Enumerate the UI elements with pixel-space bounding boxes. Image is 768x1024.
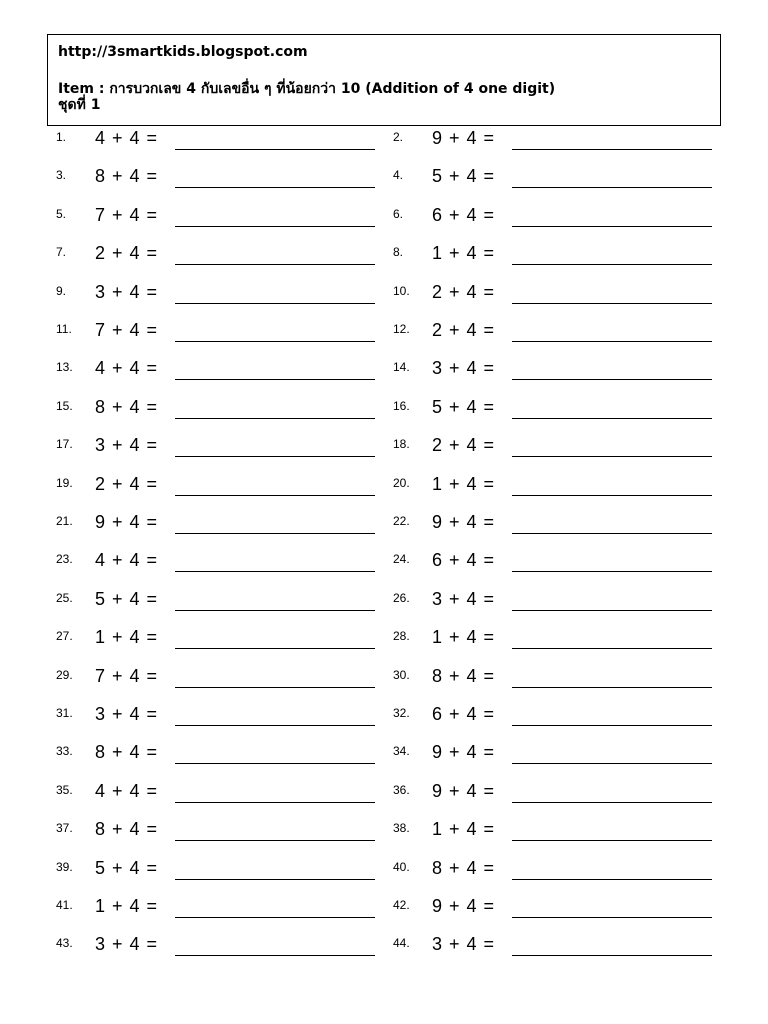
- problem-item: [56, 781, 386, 811]
- problem-number: 30.: [393, 667, 410, 682]
- problem-number: 28.: [393, 629, 410, 644]
- problem-number: 22.: [393, 514, 410, 528]
- problem-expression: 9 + 4 =: [432, 780, 495, 801]
- problem-expression: 8 + 4 =: [95, 742, 158, 763]
- problem-item: [393, 128, 723, 158]
- problem-expression: 9 + 4 =: [432, 128, 495, 148]
- answer-line[interactable]: [512, 687, 712, 688]
- answer-line[interactable]: [175, 879, 375, 880]
- answer-line[interactable]: [512, 610, 712, 611]
- problem-number: 12.: [393, 322, 410, 336]
- problem-number: 19.: [56, 475, 73, 490]
- item-title: Item : การบวกเลข 4 กับเลขอื่น ๆ ที่น้อยกว่า 10 (Addition of 4 one digit): [58, 81, 556, 97]
- problem-expression: 4 + 4 =: [95, 358, 158, 379]
- problem-expression: 6 + 4 =: [432, 204, 495, 225]
- problem-expression: 1 + 4 =: [95, 627, 158, 648]
- problem-item: [56, 858, 386, 888]
- problem-item: [56, 474, 386, 504]
- worksheet-header: [47, 34, 721, 126]
- problem-item: [56, 550, 386, 580]
- answer-line[interactable]: [512, 879, 712, 880]
- answer-line[interactable]: [512, 840, 712, 841]
- problem-number: 24.: [393, 552, 410, 567]
- problem-number: 39.: [56, 859, 73, 874]
- problem-number: 18.: [393, 437, 410, 452]
- answer-line[interactable]: [175, 840, 375, 841]
- answer-line[interactable]: [175, 264, 375, 265]
- problem-expression: 5 + 4 =: [432, 396, 495, 417]
- problem-number: 15.: [56, 398, 73, 413]
- site-url: http://3smartkids.blogspot.com: [58, 44, 308, 60]
- problem-expression: 3 + 4 =: [432, 358, 495, 379]
- problem-item: [393, 819, 723, 849]
- answer-line[interactable]: [175, 379, 375, 380]
- problem-number: 17.: [56, 437, 73, 452]
- problem-expression: 9 + 4 =: [432, 742, 495, 763]
- problem-item: [393, 282, 723, 312]
- problem-number: 9.: [56, 283, 67, 298]
- answer-line[interactable]: [175, 802, 375, 803]
- problem-number: 43.: [56, 936, 73, 951]
- problem-number: 1.: [56, 130, 67, 144]
- problem-number: 23.: [56, 552, 73, 567]
- answer-line[interactable]: [175, 341, 375, 342]
- problem-item: [393, 589, 723, 619]
- answer-line[interactable]: [512, 495, 712, 496]
- problem-number: 40.: [393, 859, 410, 874]
- problem-item: [56, 397, 386, 427]
- problem-item: [393, 858, 723, 888]
- answer-line[interactable]: [175, 955, 375, 956]
- answer-line[interactable]: [512, 379, 712, 380]
- answer-line[interactable]: [175, 648, 375, 649]
- answer-line[interactable]: [512, 533, 712, 534]
- problem-number: 4.: [393, 168, 404, 183]
- problem-item: [393, 704, 723, 734]
- answer-line[interactable]: [512, 226, 712, 227]
- answer-line[interactable]: [512, 418, 712, 419]
- problem-expression: 7 + 4 =: [95, 204, 158, 225]
- answer-line[interactable]: [175, 418, 375, 419]
- problem-item: [393, 742, 723, 772]
- problem-expression: 6 + 4 =: [432, 550, 495, 571]
- problem-item: [56, 819, 386, 849]
- problem-expression: 4 + 4 =: [95, 780, 158, 801]
- problem-number: 44.: [393, 936, 410, 951]
- answer-line[interactable]: [175, 456, 375, 457]
- answer-line[interactable]: [512, 149, 712, 150]
- problem-expression: 1 + 4 =: [95, 896, 158, 916]
- problem-expression: 4 + 4 =: [95, 128, 158, 148]
- answer-line[interactable]: [175, 149, 375, 150]
- answer-line[interactable]: [175, 533, 375, 534]
- problem-expression: 1 + 4 =: [432, 243, 495, 264]
- problem-number: 14.: [393, 360, 410, 375]
- problem-number: 16.: [393, 398, 410, 413]
- problem-number: 38.: [393, 821, 410, 836]
- answer-line[interactable]: [512, 955, 712, 956]
- problem-number: 10.: [393, 283, 410, 298]
- problem-item: [56, 320, 386, 350]
- problem-number: 21.: [56, 514, 73, 528]
- problem-expression: 8 + 4 =: [432, 665, 495, 686]
- problem-number: 7.: [56, 245, 67, 260]
- problem-item: [56, 666, 386, 696]
- problem-expression: 3 + 4 =: [95, 281, 158, 302]
- problem-item: [56, 627, 386, 657]
- problem-item: [56, 512, 386, 542]
- problem-item: [56, 243, 386, 273]
- problem-number: 20.: [393, 475, 410, 490]
- problem-item: [393, 166, 723, 196]
- problem-number: 6.: [393, 206, 404, 221]
- problem-item: [56, 166, 386, 196]
- problem-item: [393, 320, 723, 350]
- problem-item: [393, 205, 723, 235]
- problem-item: [56, 896, 386, 926]
- problem-number: 27.: [56, 629, 73, 644]
- problem-expression: 9 + 4 =: [432, 512, 495, 532]
- problem-expression: 6 + 4 =: [432, 704, 495, 724]
- problem-item: [56, 358, 386, 388]
- problem-item: [393, 934, 723, 964]
- answer-line[interactable]: [175, 610, 375, 611]
- answer-line[interactable]: [512, 456, 712, 457]
- problem-expression: 3 + 4 =: [95, 435, 158, 456]
- problem-expression: 1 + 4 =: [432, 819, 495, 840]
- problem-expression: 8 + 4 =: [432, 857, 495, 878]
- problem-number: 5.: [56, 206, 67, 221]
- problem-expression: 1 + 4 =: [432, 627, 495, 648]
- problem-item: [56, 704, 386, 734]
- answer-line[interactable]: [512, 571, 712, 572]
- problem-item: [56, 589, 386, 619]
- answer-line[interactable]: [512, 303, 712, 304]
- problem-expression: 2 + 4 =: [95, 473, 158, 494]
- problem-number: 31.: [56, 706, 73, 720]
- problem-expression: 7 + 4 =: [95, 665, 158, 686]
- problem-number: 33.: [56, 744, 73, 759]
- problem-number: 35.: [56, 782, 73, 797]
- problem-item: [56, 435, 386, 465]
- answer-line[interactable]: [175, 495, 375, 496]
- answer-line[interactable]: [512, 763, 712, 764]
- problem-expression: 2 + 4 =: [432, 435, 495, 456]
- problem-item: [393, 512, 723, 542]
- problem-item: [393, 474, 723, 504]
- problem-item: [56, 205, 386, 235]
- problem-item: [393, 550, 723, 580]
- problem-item: [56, 128, 386, 158]
- problem-expression: 5 + 4 =: [432, 166, 495, 187]
- answer-line[interactable]: [512, 341, 712, 342]
- problem-item: [393, 896, 723, 926]
- answer-line[interactable]: [175, 687, 375, 688]
- problem-expression: 3 + 4 =: [432, 588, 495, 609]
- answer-line[interactable]: [175, 303, 375, 304]
- problem-expression: 8 + 4 =: [95, 166, 158, 187]
- problem-item: [393, 435, 723, 465]
- answer-line[interactable]: [512, 802, 712, 803]
- problem-item: [56, 934, 386, 964]
- problem-item: [393, 781, 723, 811]
- set-label: ชุดที่ 1: [58, 97, 101, 113]
- problem-expression: 2 + 4 =: [432, 320, 495, 340]
- problem-number: 32.: [393, 706, 410, 720]
- problem-number: 3.: [56, 168, 67, 183]
- answer-line[interactable]: [512, 725, 712, 726]
- problem-expression: 3 + 4 =: [432, 934, 495, 955]
- problem-number: 11.: [56, 322, 72, 336]
- problem-item: [56, 742, 386, 772]
- problem-item: [56, 282, 386, 312]
- problem-number: 26.: [393, 590, 410, 605]
- answer-line[interactable]: [512, 187, 712, 188]
- answer-line[interactable]: [175, 571, 375, 572]
- problem-number: 42.: [393, 898, 410, 912]
- problem-item: [393, 397, 723, 427]
- problem-expression: 5 + 4 =: [95, 857, 158, 878]
- problem-expression: 3 + 4 =: [95, 934, 158, 955]
- problem-number: 37.: [56, 821, 73, 836]
- answer-line[interactable]: [175, 725, 375, 726]
- problem-number: 25.: [56, 590, 73, 605]
- answer-line[interactable]: [175, 917, 375, 918]
- problem-expression: 2 + 4 =: [95, 243, 158, 264]
- problem-number: 13.: [56, 360, 73, 375]
- problem-number: 36.: [393, 782, 410, 797]
- problem-number: 8.: [393, 245, 404, 260]
- answer-line[interactable]: [512, 917, 712, 918]
- problem-expression: 2 + 4 =: [432, 281, 495, 302]
- problem-expression: 3 + 4 =: [95, 704, 158, 724]
- answer-line[interactable]: [175, 763, 375, 764]
- problem-expression: 5 + 4 =: [95, 588, 158, 609]
- answer-line[interactable]: [175, 226, 375, 227]
- problem-item: [393, 627, 723, 657]
- problem-expression: 9 + 4 =: [432, 896, 495, 916]
- answer-line[interactable]: [175, 187, 375, 188]
- answer-line[interactable]: [512, 648, 712, 649]
- problem-number: 2.: [393, 130, 404, 144]
- problem-item: [393, 358, 723, 388]
- problem-number: 34.: [393, 744, 410, 759]
- problem-expression: 4 + 4 =: [95, 550, 158, 571]
- answer-line[interactable]: [512, 264, 712, 265]
- problem-number: 29.: [56, 667, 73, 682]
- problem-expression: 7 + 4 =: [95, 320, 158, 340]
- problem-expression: 8 + 4 =: [95, 396, 158, 417]
- problem-expression: 1 + 4 =: [432, 473, 495, 494]
- problem-expression: 9 + 4 =: [95, 512, 158, 532]
- problem-expression: 8 + 4 =: [95, 819, 158, 840]
- problem-item: [393, 666, 723, 696]
- problem-number: 41.: [56, 898, 73, 912]
- problem-item: [393, 243, 723, 273]
